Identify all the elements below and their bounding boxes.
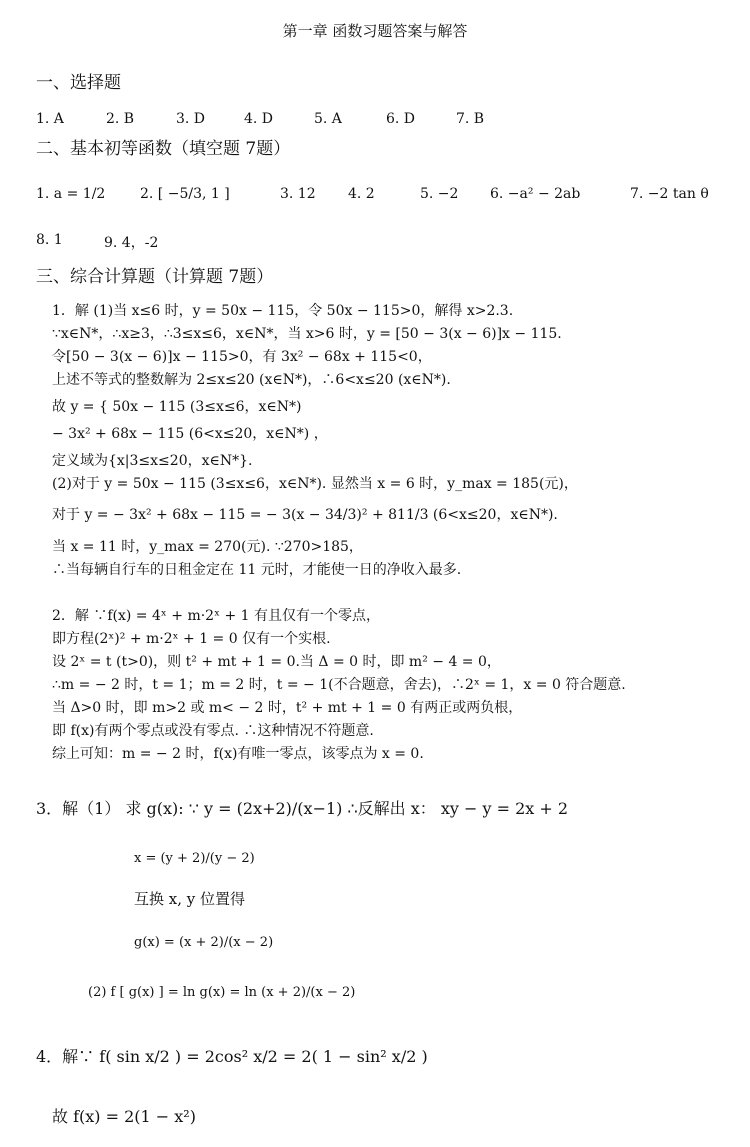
problem2-line: 设 2ˣ = t (t>0)，则 t² + mt + 1 = 0.当 Δ = 0 时，即 m² − 4 = 0， (52, 654, 501, 670)
problem1-line: ∵x∈N*，∴x≥3，∴3≤x≤6，x∈N*，当 x>6 时，y = [50 − 3(x − 6)]x − 115. (52, 326, 562, 342)
choice-answer: 1. A (36, 111, 64, 127)
problem3-line: g(x) = (x + 2)/(x − 2) (134, 935, 274, 950)
fill-answer: 5. −2 (420, 186, 459, 202)
fill-answers-row2 (36, 232, 436, 252)
problem1-line: 故 y = { 50x − 115 (3≤x≤6，x∈N*) (52, 399, 302, 415)
fill-answer: 2. [ −5/3, 1 ] (140, 186, 230, 202)
choice-answer: 3. D (176, 111, 206, 127)
problem1-line: 当 x = 11 时，y_max = 270(元). ∵270>185， (52, 539, 363, 555)
choice-answer: 2. B (106, 111, 135, 127)
section-heading-fill: 二、基本初等函数（填空题 7题） (36, 139, 291, 159)
problem2-line: 即 f(x)有两个零点或没有零点. ∴这种情况不符题意. (52, 723, 374, 739)
problem1-line: 对于 y = − 3x² + 68x − 115 = − 3(x − 34/3)² + 811/3 (6<x≤20，x∈N*). (52, 507, 558, 523)
problem2-line: 即方程(2ˣ)² + m·2ˣ + 1 = 0 仅有一个实根. (52, 631, 331, 647)
problem1-line: 定义域为{x|3≤x≤20，x∈N*}. (52, 453, 253, 469)
page-title: 第一章 函数习题答案与解答 (282, 22, 468, 40)
fill-answer: 8. 1 (36, 232, 63, 248)
problem1-line: − 3x² + 68x − 115 (6<x≤20，x∈N*) ， (52, 426, 328, 442)
fill-answer: 7. −2 tan θ (630, 186, 709, 202)
problem2-line: ∴m = − 2 时，t = 1；m = 2 时，t = − 1(不合题意，舍去)，∴2ˣ = 1，x = 0 符合题意. (52, 677, 626, 693)
section-heading-choice: 一、选择题 (36, 73, 121, 93)
choice-answer: 4. D (244, 111, 274, 127)
problem2-line: 2．解 ∵f(x) = 4ˣ + m·2ˣ + 1 有且仅有一个零点， (52, 608, 381, 624)
choice-answer: 7. B (456, 111, 485, 127)
problem1-line: (2)对于 y = 50x − 115 (3≤x≤6，x∈N*). 显然当 x = 6 时，y_max = 185(元)， (52, 476, 578, 492)
problem4-line: 4．解∵ f( sin x/2 ) = 2cos² x/2 = 2( 1 − sin² x/2 ) (36, 1047, 428, 1066)
problem1-line: 令[50 − 3(x − 6)]x − 115>0，有 3x² − 68x + 115<0， (52, 349, 432, 365)
fill-answer: 6. −a² − 2ab (490, 186, 581, 202)
problem2-line: 当 Δ>0 时，即 m>2 或 m< − 2 时，t² + mt + 1 = 0 有两正或两负根， (52, 700, 523, 716)
problem3-line: x = (y + 2)/(y − 2) (134, 851, 255, 866)
problem3-line: 互换 x, y 位置得 (134, 890, 246, 908)
choice-answer: 5. A (314, 111, 342, 127)
fill-answer: 1. a = 1/2 (36, 186, 106, 202)
section-heading-calc: 三、综合计算题（计算题 7题） (36, 267, 274, 287)
fill-answer: 9. 4，-2 (104, 235, 159, 251)
fill-answers-row1 (36, 186, 736, 210)
fill-answer: 4. 2 (348, 186, 375, 202)
problem1-line: 上述不等式的整数解为 2≤x≤20 (x∈N*)，∴6<x≤20 (x∈N*). (52, 372, 451, 388)
problem1-line: 1．解 (1)当 x≤6 时，y = 50x − 115，令 50x − 115>0，解得 x>2.3. (52, 303, 514, 319)
problem3-line: (2) f [ g(x) ] = ln g(x) = ln (x + 2)/(x − 2) (88, 985, 356, 1000)
problem2-line: 综上可知：m = − 2 时，f(x)有唯一零点，该零点为 x = 0. (52, 746, 424, 762)
problem3-line: 3．解（1） 求 g(x): ∵ y = (2x+2)/(x−1) ∴反解出 x： xy − y = 2x + 2 (36, 799, 569, 818)
fill-answer: 3. 12 (280, 186, 316, 202)
choice-answer: 6. D (386, 111, 416, 127)
problem4-line: 故 f(x) = 2(1 − x²) (52, 1107, 196, 1126)
problem1-line: ∴当每辆自行车的日租金定在 11 元时，才能使一日的净收入最多. (52, 562, 462, 578)
